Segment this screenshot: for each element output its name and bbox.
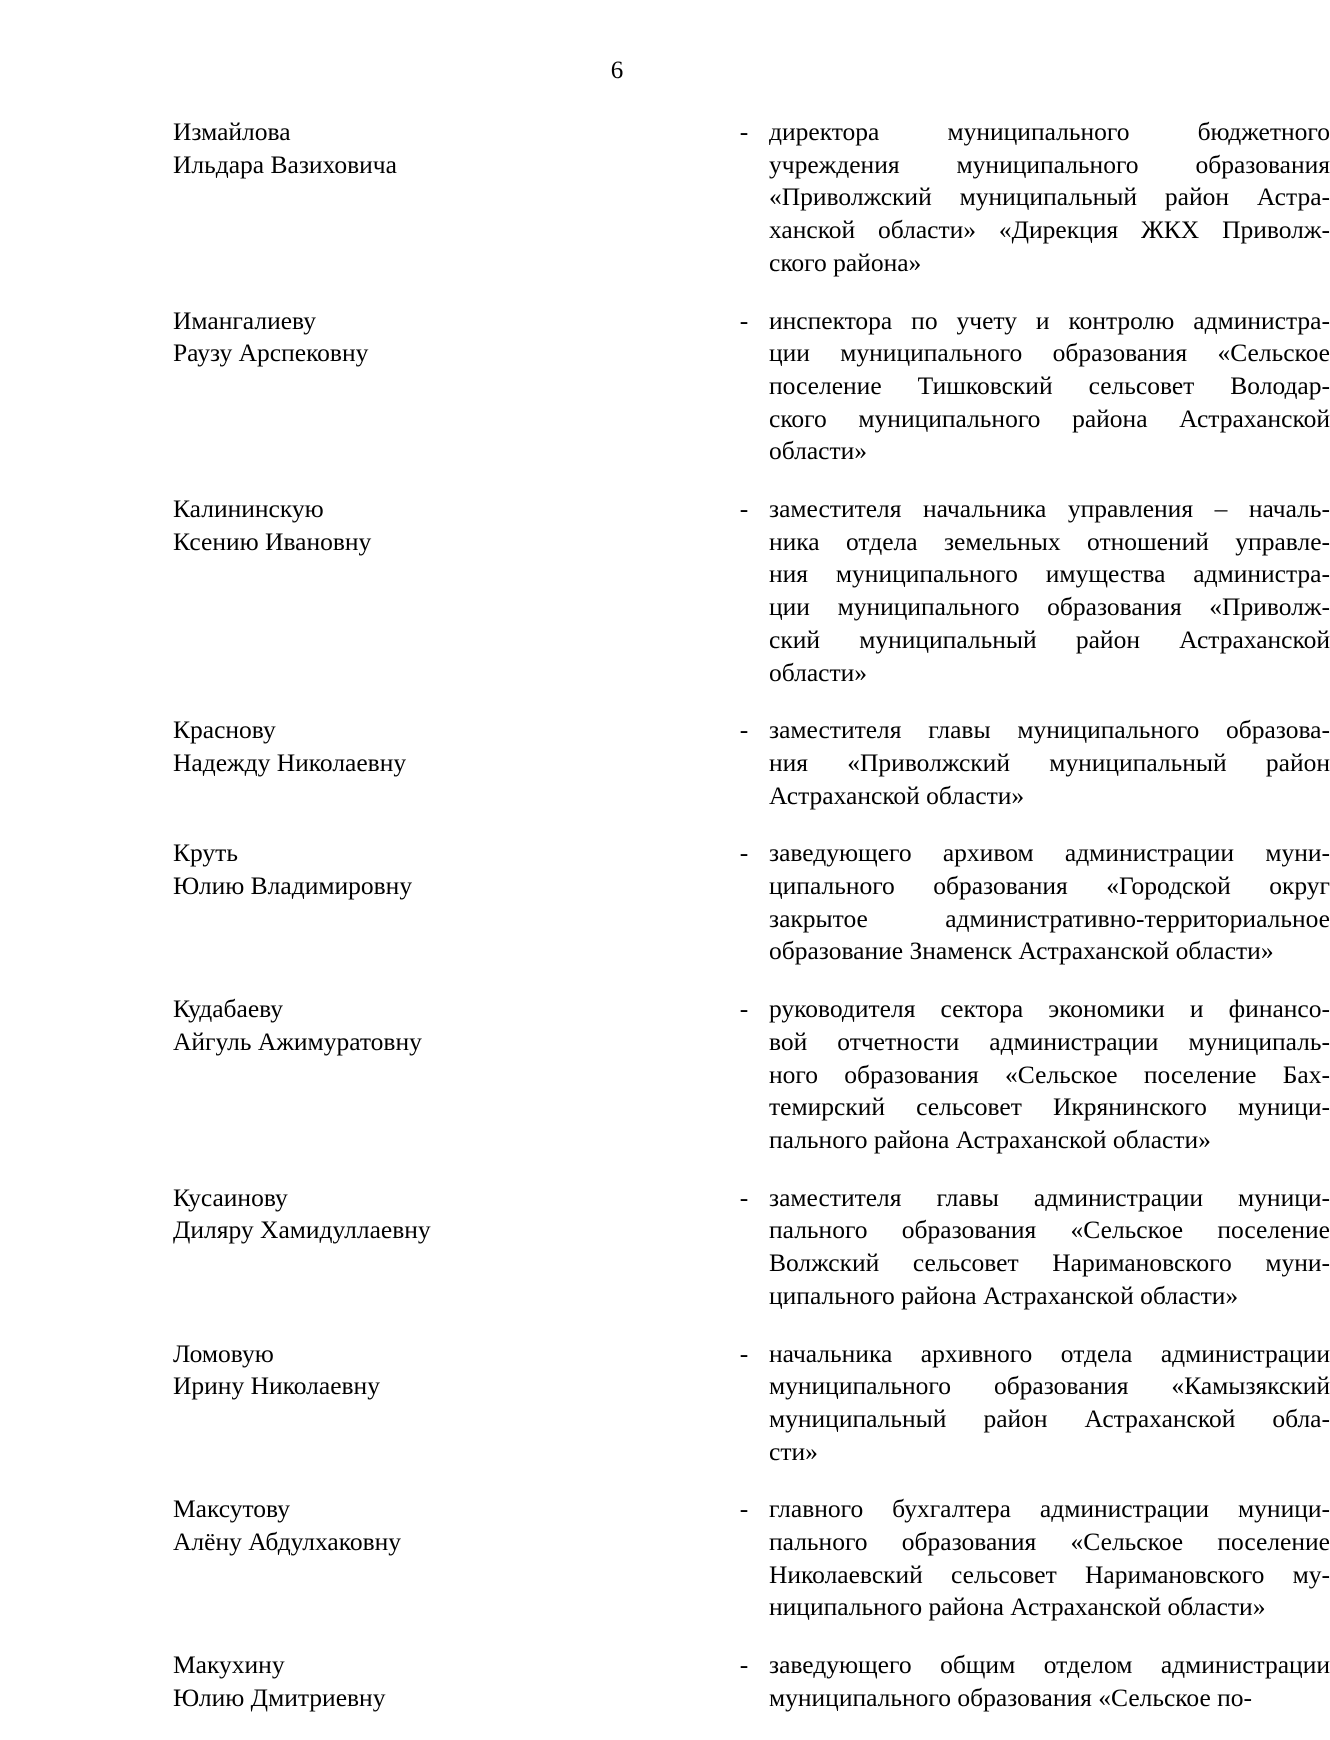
appointee-given-names: Диляру Хамидуллаевну bbox=[173, 1215, 431, 1245]
appointee-entry bbox=[173, 1182, 1330, 1313]
appointee-name bbox=[173, 1493, 553, 1558]
appointee-entry bbox=[173, 993, 1330, 1157]
position-description bbox=[769, 1338, 1330, 1469]
appointee-surname: Круть bbox=[173, 838, 238, 868]
position-description-line: ниципального района Астраханской области» bbox=[769, 1592, 1266, 1622]
appointee-name bbox=[173, 714, 553, 779]
position-description-line: темирский сельсовет Икрянинского муници- bbox=[769, 1092, 1330, 1122]
appointee-name bbox=[173, 1649, 553, 1714]
entry-dash: - bbox=[739, 1338, 749, 1368]
position-description-line: сти» bbox=[769, 1436, 818, 1466]
position-description-line: ханской области» «Дирекция ЖКХ Приволж- bbox=[769, 215, 1330, 245]
position-description-line: руководителя сектора экономики и финансо- bbox=[769, 994, 1330, 1024]
appointee-given-names: Юлию Дмитриевну bbox=[173, 1682, 386, 1712]
position-description-line: области» bbox=[769, 657, 867, 687]
position-description bbox=[769, 116, 1330, 280]
position-description bbox=[769, 837, 1330, 968]
entry-dash: - bbox=[739, 838, 749, 868]
appointee-given-names: Айгуль Ажимуратовну bbox=[173, 1026, 422, 1056]
entry-dash: - bbox=[739, 1650, 749, 1680]
position-description-line: начальника архивного отдела администрации bbox=[769, 1338, 1330, 1368]
position-description-line: ского района» bbox=[769, 247, 922, 277]
appointee-given-names: Ксению Ивановну bbox=[173, 526, 372, 556]
page-number: 6 bbox=[610, 57, 624, 84]
entry-dash: - bbox=[739, 117, 749, 146]
position-description-line: заведующего общим отделом администрации bbox=[769, 1650, 1330, 1680]
position-description-line: закрытое административно-территориальное bbox=[769, 903, 1330, 933]
appointee-entry bbox=[173, 1493, 1330, 1624]
entry-dash: - bbox=[739, 494, 749, 524]
appointee-given-names: Надежду Николаевну bbox=[173, 747, 407, 777]
entry-dash: - bbox=[739, 994, 749, 1024]
appointee-entry bbox=[173, 837, 1330, 968]
entry-dash: - bbox=[739, 305, 749, 335]
position-description-line: Николаевский сельсовет Наримановского му- bbox=[769, 1559, 1330, 1589]
appointee-surname: Макухину bbox=[173, 1650, 285, 1680]
appointee-name bbox=[173, 993, 553, 1058]
position-description bbox=[769, 993, 1330, 1157]
position-description-line: Волжский сельсовет Наримановского муни- bbox=[769, 1248, 1330, 1278]
appointee-entry bbox=[173, 714, 1330, 812]
appointee-name bbox=[173, 837, 553, 902]
appointee-surname: Калининскую bbox=[173, 494, 324, 524]
position-description-line: «Приволжский муниципальный район Астра- bbox=[769, 182, 1330, 212]
position-description-line: главного бухгалтера администрации муници- bbox=[769, 1494, 1330, 1524]
position-description-line: заместителя начальника управления – началь- bbox=[769, 494, 1330, 524]
position-description-line: заместителя главы администрации муници- bbox=[769, 1182, 1330, 1212]
appointee-entry bbox=[173, 1338, 1330, 1469]
position-description bbox=[769, 1649, 1330, 1714]
position-description-line: ского муниципального района Астраханской bbox=[769, 403, 1330, 433]
entry-dash: - bbox=[739, 1182, 749, 1212]
position-description-line: ния муниципального имущества администра- bbox=[769, 559, 1330, 589]
appointee-given-names: Юлию Владимировну bbox=[173, 871, 413, 901]
appointee-surname: Кусаинову bbox=[173, 1182, 288, 1212]
position-description-line: ции муниципального образования «Приволж- bbox=[769, 592, 1330, 622]
position-description-line: ский муниципальный район Астраханской bbox=[769, 624, 1330, 654]
position-description bbox=[769, 493, 1330, 689]
position-description-line: поселение Тишковский сельсовет Володар- bbox=[769, 370, 1330, 400]
position-description bbox=[769, 305, 1330, 469]
position-description-line: образование Знаменск Астраханской области» bbox=[769, 936, 1274, 966]
position-description-line: муниципального образования «Сельское по- bbox=[769, 1682, 1253, 1712]
position-description-line: пального района Астраханской области» bbox=[769, 1124, 1211, 1154]
position-description-line: Астраханской области» bbox=[769, 780, 1025, 810]
position-description-line: муниципальный район Астраханской обла- bbox=[769, 1403, 1330, 1433]
position-description-line: ния «Приволжский муниципальный район bbox=[769, 747, 1330, 777]
appointee-name bbox=[173, 1182, 553, 1247]
appointee-surname: Имангалиеву bbox=[173, 305, 316, 335]
position-description-line: области» bbox=[769, 436, 867, 466]
position-description-line: ции муниципального образования «Сельское bbox=[769, 338, 1330, 368]
appointee-name bbox=[173, 493, 553, 558]
appointee-surname: Кудабаеву bbox=[173, 994, 284, 1024]
position-description-line: муниципального образования «Камызякский bbox=[769, 1371, 1330, 1401]
position-description-line: пального образования «Сельское поселение bbox=[769, 1215, 1330, 1245]
appointee-given-names: Раузу Арспековну bbox=[173, 338, 369, 368]
appointee-surname: Ломовую bbox=[173, 1338, 274, 1368]
position-description bbox=[769, 1493, 1330, 1624]
position-description-line: ципального района Астраханской области» bbox=[769, 1280, 1239, 1310]
position-description-line: учреждения муниципального образования bbox=[769, 149, 1330, 179]
position-description-line: инспектора по учету и контролю администра- bbox=[769, 305, 1330, 335]
appointee-name bbox=[173, 305, 553, 370]
position-description-line: заведующего архивом администрации муни- bbox=[769, 838, 1330, 868]
position-description-line: вой отчетности администрации муниципаль- bbox=[769, 1026, 1330, 1056]
entry-dash: - bbox=[739, 1494, 749, 1524]
appointee-given-names: Ирину Николаевну bbox=[173, 1371, 380, 1401]
appointee-entry bbox=[173, 116, 1330, 280]
appointee-list bbox=[173, 116, 1330, 1740]
appointee-surname: Измайлова bbox=[173, 117, 291, 146]
appointee-name bbox=[173, 1338, 553, 1403]
appointee-entry bbox=[173, 493, 1330, 689]
position-description-line: ника отдела земельных отношений управле- bbox=[769, 526, 1330, 556]
appointee-entry bbox=[173, 305, 1330, 469]
appointee-given-names: Алёну Абдулхаковну bbox=[173, 1527, 402, 1557]
position-description-line: пального образования «Сельское поселение bbox=[769, 1527, 1330, 1557]
appointee-surname: Максутову bbox=[173, 1494, 290, 1524]
position-description-line: заместителя главы муниципального образова- bbox=[769, 715, 1330, 745]
appointee-given-names: Ильдара Вазиховича bbox=[173, 149, 397, 179]
appointee-entry bbox=[173, 1649, 1330, 1714]
position-description-line: ного образования «Сельское поселение Бах- bbox=[769, 1059, 1330, 1089]
position-description bbox=[769, 714, 1330, 812]
position-description bbox=[769, 1182, 1330, 1313]
entry-dash: - bbox=[739, 715, 749, 745]
position-description-line: директора муниципального бюджетного bbox=[769, 117, 1330, 146]
position-description-line: ципального образования «Городской округ bbox=[769, 871, 1330, 901]
appointee-name bbox=[173, 116, 553, 181]
appointee-surname: Краснову bbox=[173, 715, 276, 745]
